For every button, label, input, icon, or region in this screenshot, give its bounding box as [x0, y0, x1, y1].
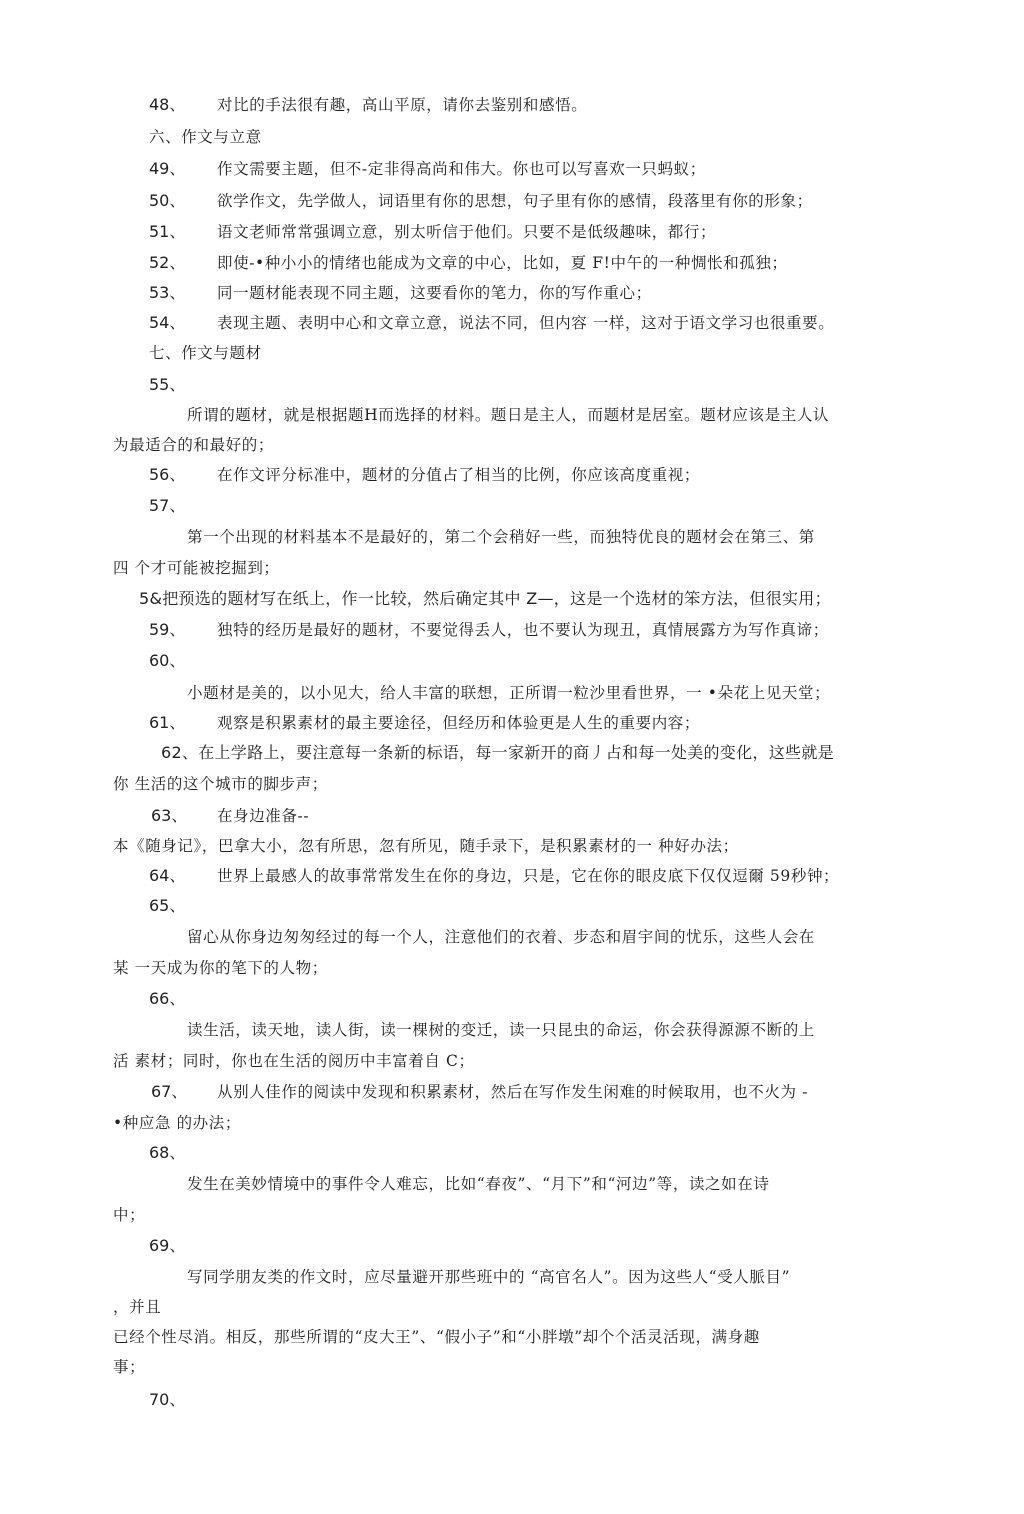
list-item-body	[0, 680, 1024, 706]
list-item	[0, 803, 1024, 829]
item-text: 为最适合的和最好的；	[113, 436, 275, 454]
item-text: 发生在美妙情境中的事件令人难忘，比如“春夜”、“月下”和“河边”等，读之如在诗	[187, 1175, 770, 1193]
list-item-body	[0, 1354, 1024, 1380]
item-text: 写同学朋友类的作文时，应尽量避开那些班中的 “高官名人”。因为这些人“受人脈目”	[187, 1268, 791, 1286]
item-text: 小题材是美的，以小见大，给人丰富的联想，正所谓一粒沙里看世界，一 •朵花上见天堂；	[187, 684, 831, 702]
item-text: 所谓的题材，就是根据题H而选择的材料。题日是主人，而题材是居室。题材应该是主人认	[187, 406, 830, 424]
item-text: 对比的手法很有趣，高山平原，请你去鉴别和感悟。	[217, 96, 588, 114]
item-number: 67、	[151, 1082, 188, 1101]
item-number: 57、	[149, 496, 186, 515]
list-item	[0, 648, 1024, 674]
list-item	[0, 1387, 1024, 1413]
list-item-body	[0, 1202, 1024, 1228]
list-item-body	[0, 1324, 1024, 1350]
list-item	[0, 92, 1024, 118]
item-number: 49、	[149, 159, 186, 178]
list-item	[0, 710, 1024, 736]
list-item-body	[0, 555, 1024, 581]
item-text: 中；	[113, 1206, 146, 1224]
list-item-body	[0, 924, 1024, 950]
item-text: 表现主题、表明中心和文章立意，说法不同，但内容 一样，这对于语文学习也很重要。	[217, 314, 835, 332]
item-number: 69、	[149, 1236, 186, 1255]
list-item-body	[0, 1264, 1024, 1290]
item-number: 59、	[149, 620, 186, 639]
list-item	[0, 740, 1024, 766]
section-title: 七、作文与题材	[149, 344, 262, 362]
item-number: 60、	[149, 651, 186, 670]
list-item-body	[0, 955, 1024, 981]
list-item	[0, 219, 1024, 245]
list-item	[0, 493, 1024, 519]
item-text: 你 生活的这个城市的脚步声；	[113, 775, 328, 793]
item-number: 63、	[151, 806, 188, 825]
list-item-body	[0, 524, 1024, 550]
item-number: 48、	[149, 95, 186, 114]
item-number: 64、	[149, 866, 186, 885]
item-text: 即使-•种小小的情绪也能成为文章的中心，比如，夏 F!中午的一种惆怅和孤独；	[217, 254, 788, 272]
list-item	[0, 310, 1024, 336]
item-number: 65、	[149, 896, 186, 915]
item-number: 53、	[149, 283, 186, 302]
list-item-body	[0, 1171, 1024, 1197]
item-text: 欲学作文，先学做人，词语里有你的思想，句子里有你的感情，段落里有你的形象；	[217, 192, 813, 210]
item-text: 语文老师常常强调立意，别太听信于他们。只要不是低级趣味，都行；	[217, 223, 717, 241]
list-item	[0, 462, 1024, 488]
list-item-body	[0, 1017, 1024, 1043]
item-text: 世界上最感人的故事常常发生在你的身边，只是，它在你的眼皮底下仅仅逗爾 59秒钟；	[217, 867, 840, 885]
list-item-body	[0, 432, 1024, 458]
list-item	[0, 372, 1024, 398]
item-text: 读生活，读天地，读人街，读一棵树的变迁，读一只昆虫的命运，你会获得源源不断的上	[187, 1021, 815, 1039]
item-text: 事；	[113, 1358, 146, 1376]
item-number: 50、	[149, 191, 186, 210]
item-text: 62、在上学路上，要注意每一条新的标语，每一家新开的商丿占和每一处美的变化，这些就是	[161, 743, 834, 762]
item-text: 本《随身记》，巴拿大小，忽有所思，忽有所见，随手录下，是积累素材的一 种好办法；	[113, 837, 739, 855]
list-item-body	[0, 1294, 1024, 1320]
list-item	[0, 250, 1024, 276]
list-item	[0, 1233, 1024, 1259]
item-text: 第一个出现的材料基本不是最好的，第二个会稍好一些，而独特优良的题材会在第三、第	[187, 528, 815, 546]
item-number: 55、	[149, 375, 186, 394]
item-text: 观察是积累素材的最主要途径，但经历和体验更是人生的重要内容；	[217, 714, 701, 732]
item-number: 68、	[149, 1143, 186, 1162]
item-text: 留心从你身边匆匆经过的每一个人，注意他们的衣着、步态和眉宇间的忧乐，这些人会在	[187, 928, 815, 946]
item-text: 四 个才可能被挖掘到；	[113, 559, 280, 577]
list-item	[0, 280, 1024, 306]
list-item-body	[0, 771, 1024, 797]
list-item	[0, 1079, 1024, 1105]
item-text: 独特的经历是最好的题材，不要觉得丢人，也不要认为现丑，真情展露方为写作真谛；	[217, 621, 829, 639]
item-number: 52、	[149, 253, 186, 272]
item-text: 在身边准备--	[217, 807, 310, 825]
section-title: 六、作文与立意	[149, 128, 262, 146]
item-number: 66、	[149, 989, 186, 1008]
list-item	[0, 617, 1024, 643]
item-text: ，并且	[113, 1298, 162, 1316]
list-item-body	[0, 833, 1024, 859]
list-item	[0, 863, 1024, 889]
list-item	[0, 1140, 1024, 1166]
item-text: 某 一天成为你的笔下的人物；	[113, 959, 328, 977]
list-item-body	[0, 402, 1024, 428]
list-item	[0, 188, 1024, 214]
section-heading	[0, 124, 1024, 150]
item-text: 同一题材能表现不同主题，这要看你的笔力，你的写作重心；	[217, 284, 652, 302]
item-text: 作文需要主题，但不-定非得高尚和伟大。你也可以写喜欢一只蚂蚁；	[217, 160, 706, 178]
list-item	[0, 156, 1024, 182]
section-heading	[0, 340, 1024, 366]
item-text: 5&把预选的题材写在纸上，作一比较，然后确定其中 Z—，这是一个选材的笨方法，但很实用；	[139, 589, 831, 608]
list-item-body	[0, 1048, 1024, 1074]
item-text: 在作文评分标准中，题材的分值占了相当的比例，你应该高度重视；	[217, 466, 701, 484]
list-item	[0, 986, 1024, 1012]
item-text: 已经个性尽消。相反，那些所谓的“皮大王”、“假小子”和“小胖墩”却个个活灵活现，满身趣	[113, 1328, 760, 1346]
list-item	[0, 893, 1024, 919]
item-number: 54、	[149, 313, 186, 332]
item-number: 61、	[149, 713, 186, 732]
item-text: 从别人佳作的阅读中发现和积累素材，然后在写作发生闲难的时候取用，也不火为 -	[217, 1083, 808, 1101]
item-number: 56、	[149, 465, 186, 484]
list-item-body	[0, 1110, 1024, 1136]
list-item	[0, 586, 1024, 612]
item-text: 活 素材；同时，你也在生活的阅历中丰富着自 C；	[113, 1052, 475, 1070]
item-number: 70、	[149, 1390, 186, 1409]
item-number: 51、	[149, 222, 186, 241]
item-text: •种应急 的办法；	[113, 1114, 241, 1132]
